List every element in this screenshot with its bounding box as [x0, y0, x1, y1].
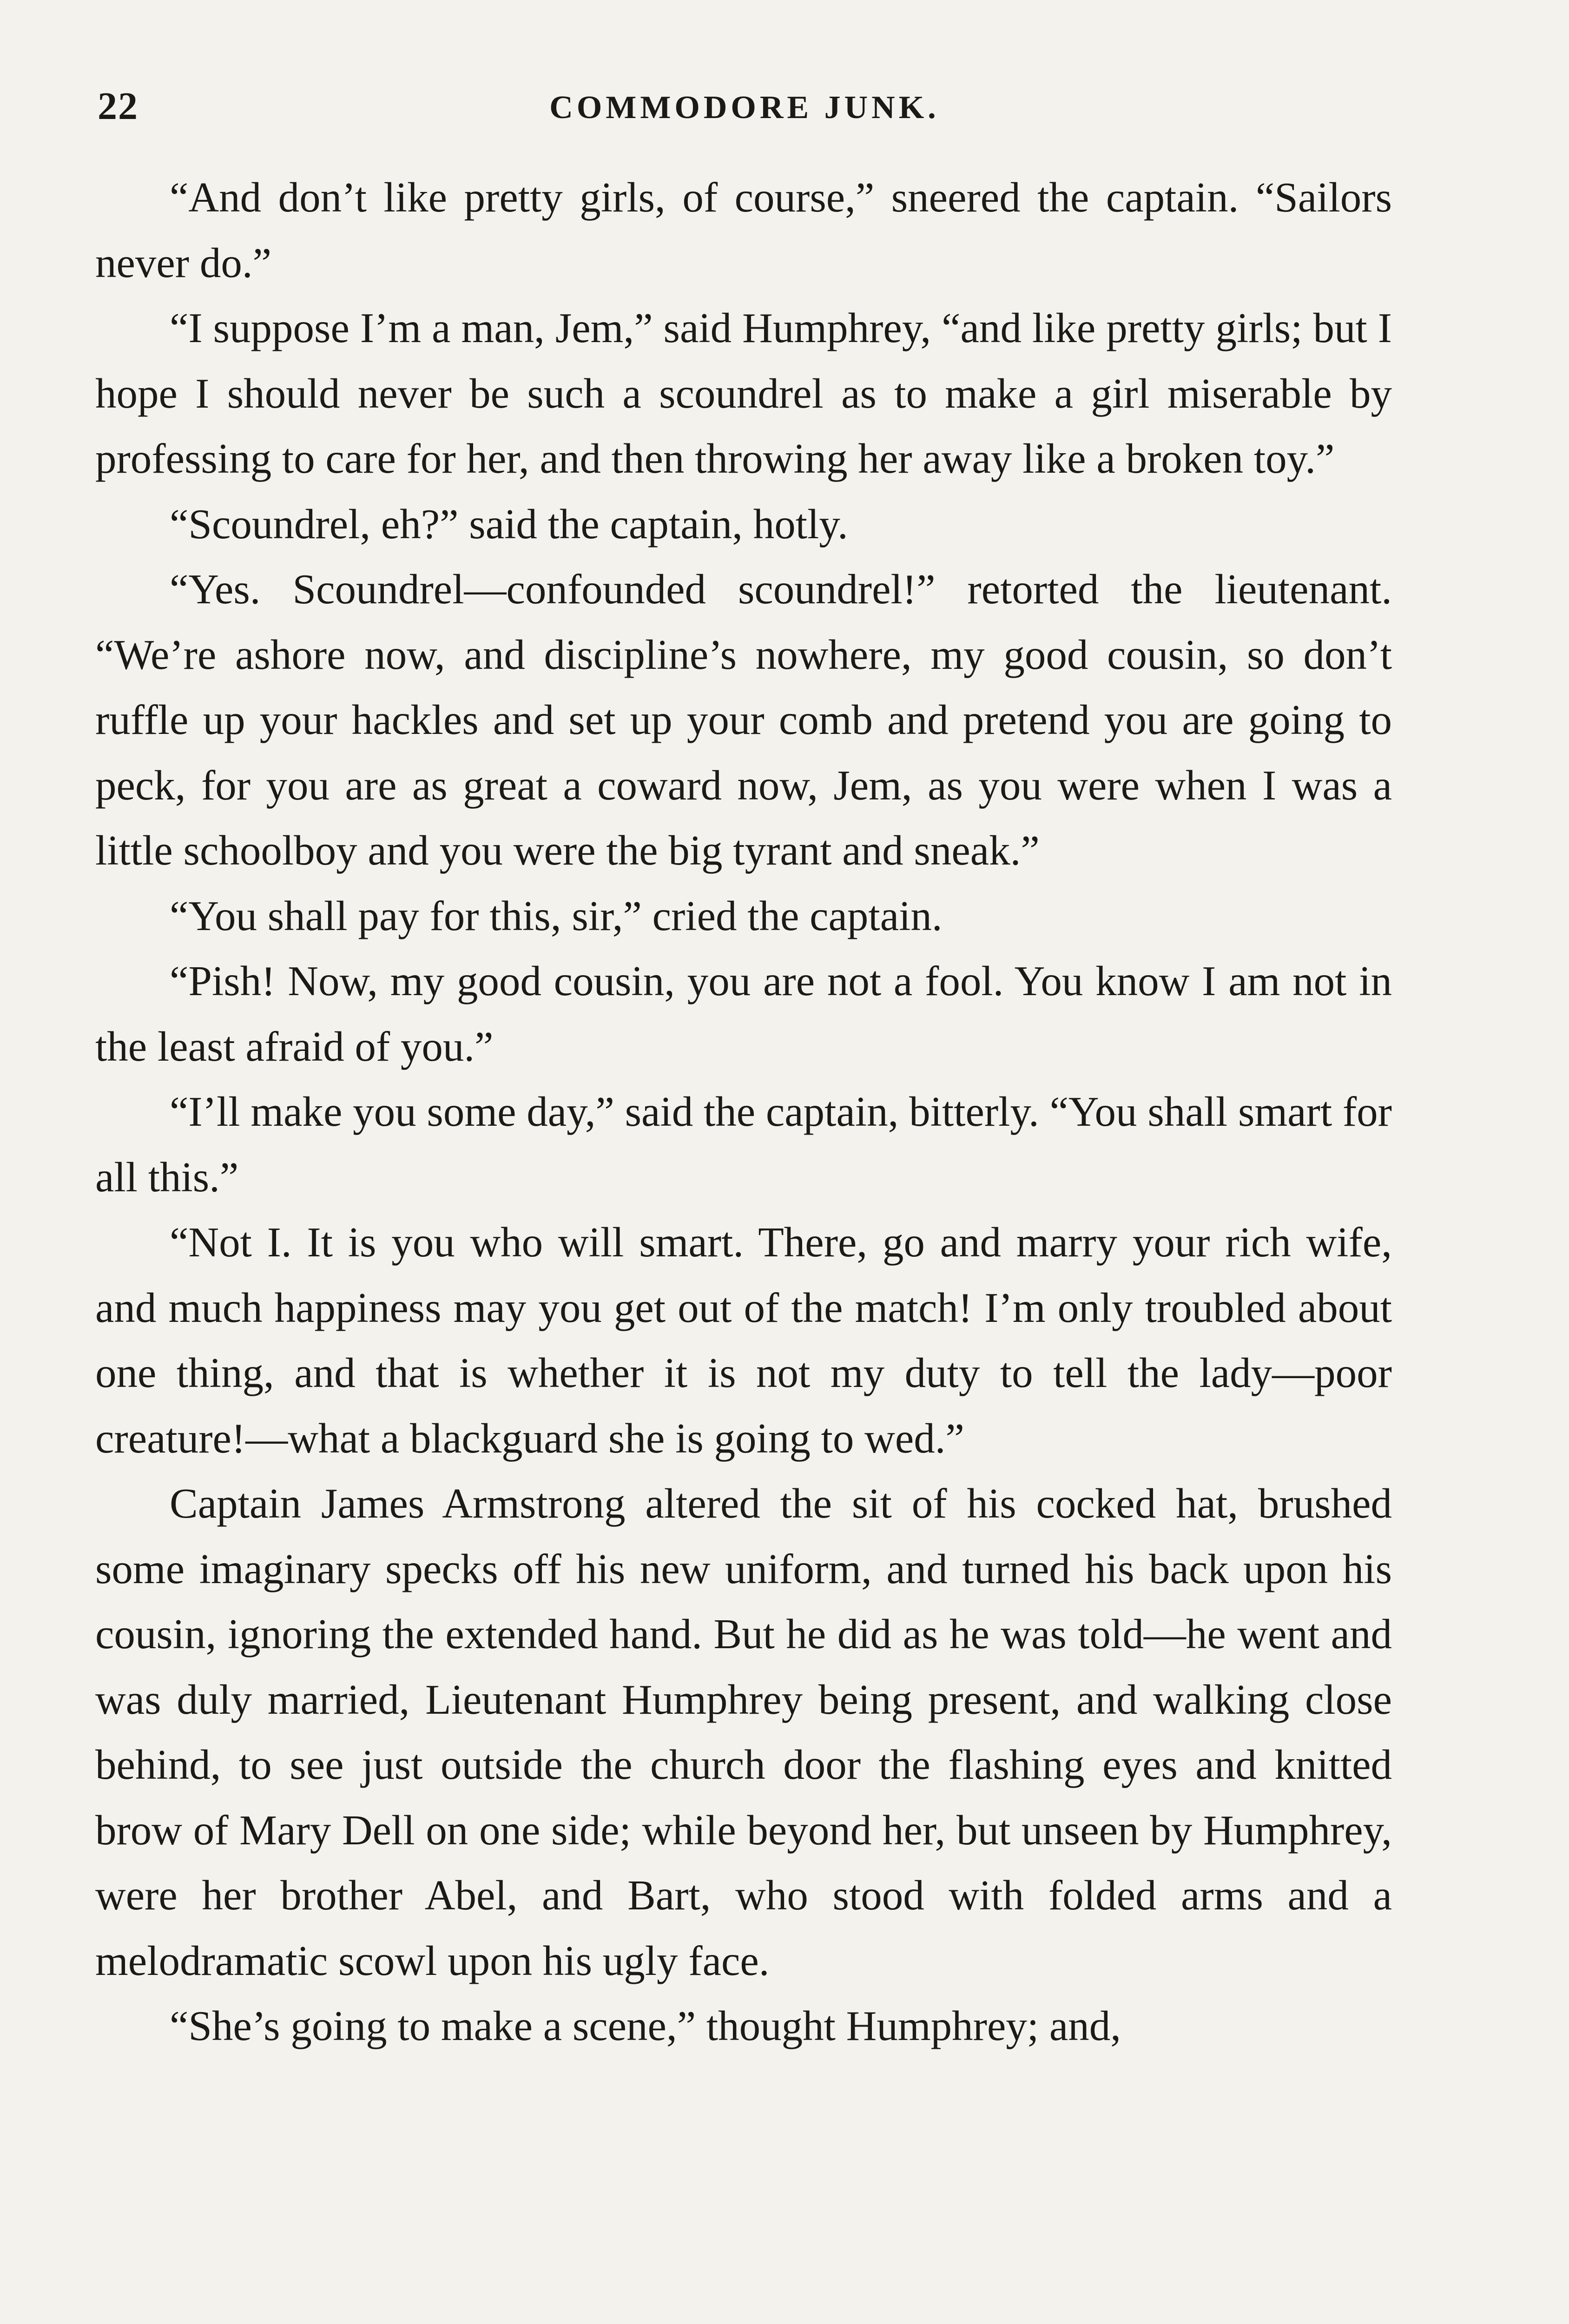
- paragraph: “Yes. Scoundrel—confounded scoundrel!” retorted the lieutenant. “We’re ashore now, and discipline’s nowhere, my good cousin, so don’t ruffle up your hackles and set up your comb and pretend you are going to peck, for you are as great a coward now, Jem, as you were when I was a little schoolboy and you were the big tyrant and sneak.”: [95, 566, 1392, 874]
- paragraph: “I’ll make you some day,” said the captain, bitterly. “You shall smart for all this.”: [95, 1088, 1392, 1201]
- page-number: 22: [98, 85, 138, 128]
- paragraph: “Pish! Now, my good cousin, you are not a fool. You know I am not in the least afraid of you.”: [95, 957, 1392, 1070]
- paragraph: “You shall pay for this, sir,” cried the captain.: [170, 892, 943, 939]
- paragraph: Captain James Armstrong altered the sit of his cocked hat, brushed some imaginary specks off his new uniform, and turned his back upon his cousin, ignoring the extended hand. But he did as he was told—he went and was duly married, Lieutenant Humphrey being present, and walking close behind, to see just outside the church door the flashing eyes and knitted brow of Mary Dell on one side; while beyond her, but unseen by Humphrey, were her brother Abel, and Bart, who stood with folded arms and a melodramatic scowl upon his ugly face.: [95, 1480, 1392, 1984]
- paragraph: “And don’t like pretty girls, of course,” sneered the captain. “Sailors never do.”: [95, 174, 1392, 286]
- paragraph: “Scoundrel, eh?” said the captain, hotly.: [170, 500, 848, 548]
- page-header: [98, 84, 1391, 135]
- body-text: [95, 165, 1392, 2059]
- paragraph: “Not I. It is you who will smart. There, go and marry your rich wife, and much happiness may you get out of the match! I’m only troubled about one thing, and that is whether it is not my duty to tell the lady—poor creature!—what a blackguard she is going to wed.”: [95, 1219, 1392, 1462]
- running-title: COMMODORE JUNK.: [549, 90, 940, 125]
- paragraph: “I suppose I’m a man, Jem,” said Humphrey, “and like pretty girls; but I hope I should never be such a scoundrel as to make a girl miserable by professing to care for her, and then throwing her away like a broken toy.”: [95, 304, 1392, 482]
- paragraph: “She’s going to make a scene,” thought Humphrey; and,: [170, 2002, 1121, 2049]
